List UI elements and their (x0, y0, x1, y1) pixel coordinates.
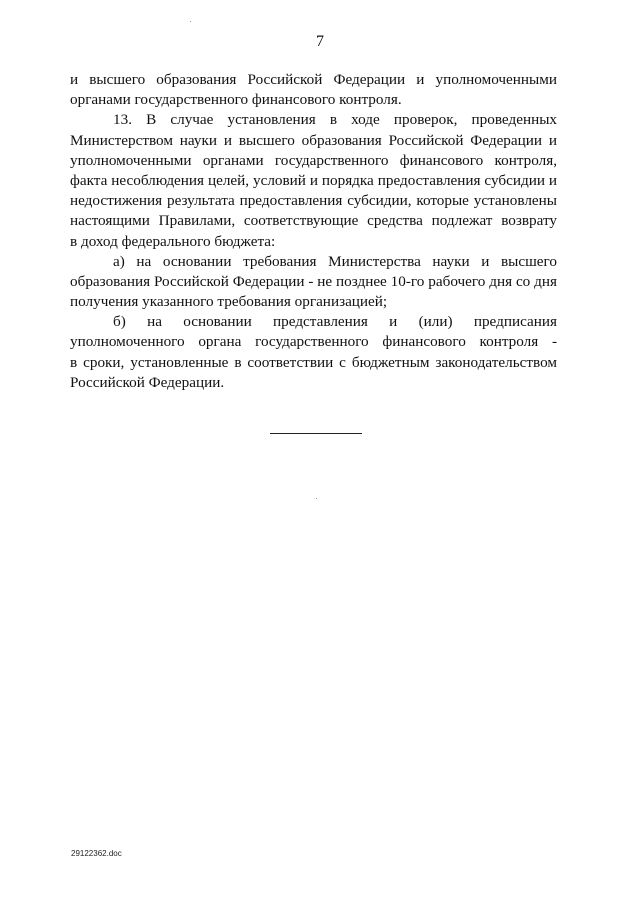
text-line: факта несоблюдения целей, условий и порядка предоставления субсидии и (70, 171, 557, 189)
subitem-a-start: а) на основании требования Министерства науки и высшего (113, 252, 557, 270)
text-line: органами государственного финансового контроля. (70, 91, 402, 109)
text-line: уполномоченными органами государственного финансового контроля, (70, 151, 557, 169)
scan-speck (190, 21, 191, 22)
text-line: настоящими Правилами, соответствующие средства подлежат возврату (70, 212, 557, 230)
subitem-b-start: б) на основании представления и (или) предписания (113, 313, 557, 331)
text-line: уполномоченного органа государственного финансового контроля - (70, 333, 557, 351)
text-line: в доход федерального бюджета: (70, 232, 276, 250)
text-line: Российской Федерации. (70, 373, 225, 391)
scan-speck (316, 498, 317, 499)
text-line: и высшего образования Российской Федерации и уполномоченными (70, 71, 557, 88)
page-number: 7 (316, 33, 324, 50)
text-line: в сроки, установленные в соответствии с бюджетным законодательством (70, 353, 557, 371)
document-body (70, 70, 557, 393)
text-line: получения указанного требования организацией; (70, 293, 388, 311)
paragraph-13-start: 13. В случае установления в ходе проверок, проведенных (113, 111, 557, 129)
separator-line (270, 433, 362, 434)
footer-filename: 29122362.doc (71, 849, 122, 858)
text-line: недостижения результата предоставления субсидии, которые установлены (70, 192, 557, 210)
text-line: образования Российской Федерации - не позднее 10-го рабочего дня со дня (70, 272, 557, 290)
text-line: Министерством науки и высшего образования Российской Федерации и (70, 131, 557, 149)
